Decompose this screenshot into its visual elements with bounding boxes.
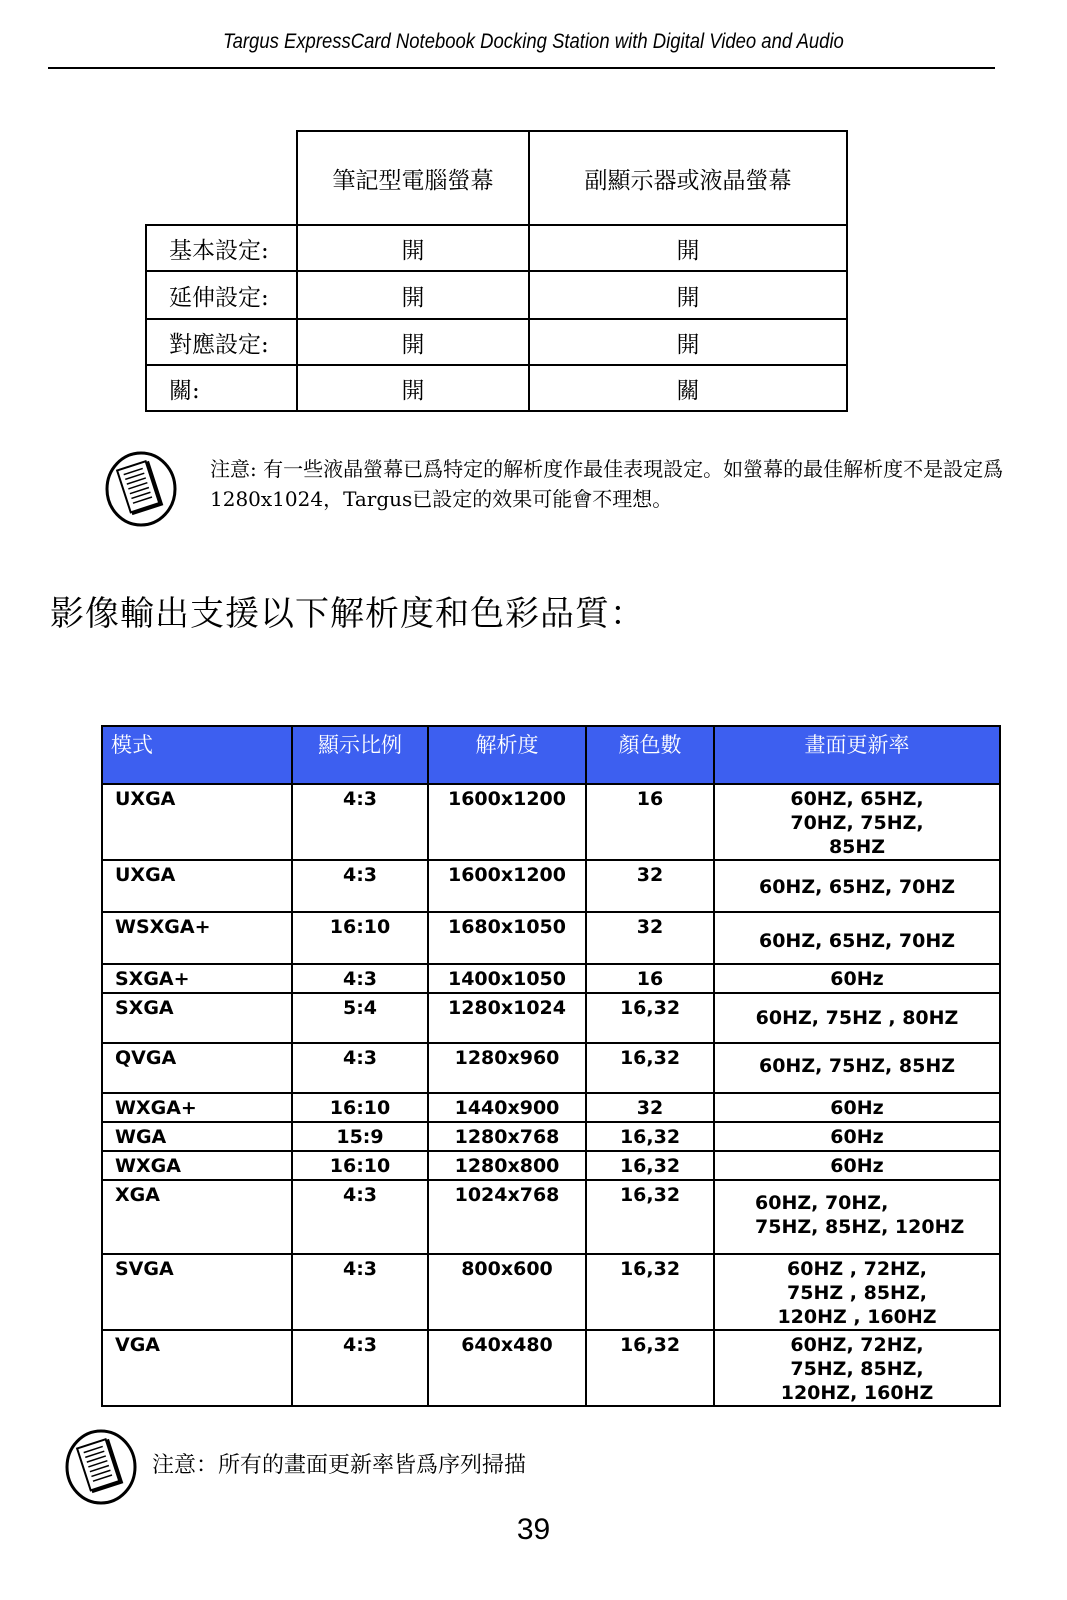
table-row xyxy=(102,1330,1000,1406)
column-header-secondary: 副顯示器或液晶螢幕 xyxy=(529,131,847,225)
refresh-rate-cell xyxy=(714,912,1000,964)
refresh-rate-line: 70HZ, 75HZ, xyxy=(790,812,924,834)
colors-cell: 16,32 xyxy=(586,1180,714,1254)
resolution-cell: 1600x1200 xyxy=(428,784,586,860)
display-mode-table xyxy=(145,130,848,412)
refresh-rate-line: 120HZ, 160HZ xyxy=(780,1382,934,1404)
column-header-colors: 顏色數 xyxy=(586,726,714,784)
note-lcd-resolution: 注意: 有一些液晶螢幕已爲特定的解析度作最佳表現設定。如螢幕的最佳解析度不是設定爲1280x1024，Targus已設定的效果可能會不理想。 xyxy=(210,457,1004,511)
resolution-table xyxy=(101,725,1001,1407)
column-header-ratio: 顯示比例 xyxy=(292,726,428,784)
secondary-state: 開 xyxy=(529,225,847,271)
ratio-cell: 4:3 xyxy=(292,1330,428,1406)
resolution-cell: 1280x768 xyxy=(428,1122,586,1151)
page-number: 39 xyxy=(516,1513,551,1546)
ratio-cell: 4:3 xyxy=(292,860,428,912)
refresh-rate-cell xyxy=(714,964,1000,993)
resolution-cell: 1280x960 xyxy=(428,1043,586,1093)
column-header-resolution: 解析度 xyxy=(428,726,586,784)
refresh-rate-line: 60HZ, 70HZ, xyxy=(755,1192,889,1214)
row-label: 基本設定: xyxy=(146,225,297,271)
row-label: 延伸設定: xyxy=(146,271,297,319)
refresh-rate-line: 60HZ, 75HZ , 80HZ xyxy=(755,1007,959,1029)
colors-cell: 16,32 xyxy=(586,1330,714,1406)
resolution-cell: 1440x900 xyxy=(428,1093,586,1122)
note-icon xyxy=(104,450,178,528)
mode-cell: VGA xyxy=(102,1330,292,1406)
refresh-rate-cell xyxy=(714,1122,1000,1151)
colors-cell: 16,32 xyxy=(586,1151,714,1180)
notebook-state: 開 xyxy=(297,271,529,319)
mode-cell: WSXGA+ xyxy=(102,912,292,964)
table-row xyxy=(102,784,1000,860)
table-row xyxy=(102,1043,1000,1093)
mode-cell: WXGA xyxy=(102,1151,292,1180)
resolution-cell: 1280x800 xyxy=(428,1151,586,1180)
table-row xyxy=(102,1093,1000,1122)
ratio-cell: 16:10 xyxy=(292,1151,428,1180)
secondary-state: 開 xyxy=(529,271,847,319)
notebook-state: 開 xyxy=(297,319,529,365)
table-row xyxy=(102,964,1000,993)
table-row xyxy=(102,1180,1000,1254)
refresh-rate-cell xyxy=(714,1043,1000,1093)
colors-cell: 16,32 xyxy=(586,1254,714,1330)
refresh-rate-line: 75HZ, 85HZ, 120HZ xyxy=(755,1216,965,1238)
refresh-rate-line: 75HZ, 85HZ, xyxy=(790,1358,924,1380)
refresh-rate-cell xyxy=(714,1330,1000,1406)
refresh-rate-line: 60HZ, 75HZ, 85HZ xyxy=(758,1055,956,1077)
table-row xyxy=(102,1151,1000,1180)
colors-cell: 32 xyxy=(586,912,714,964)
ratio-cell: 4:3 xyxy=(292,964,428,993)
refresh-rate-cell xyxy=(714,860,1000,912)
refresh-rate-line: 60HZ, 65HZ, xyxy=(790,788,924,810)
colors-cell: 16 xyxy=(586,964,714,993)
ratio-cell: 16:10 xyxy=(292,912,428,964)
mode-cell: WXGA+ xyxy=(102,1093,292,1122)
refresh-rate-line: 60Hz xyxy=(830,1155,884,1177)
refresh-rate-cell xyxy=(714,1180,1000,1254)
notebook-state: 開 xyxy=(297,225,529,271)
mode-cell: SVGA xyxy=(102,1254,292,1330)
resolution-cell: 640x480 xyxy=(428,1330,586,1406)
refresh-rate-cell xyxy=(714,784,1000,860)
empty-corner-cell xyxy=(146,131,297,225)
refresh-rate-cell xyxy=(714,1254,1000,1330)
resolution-cell: 1280x1024 xyxy=(428,993,586,1043)
secondary-state: 關 xyxy=(529,365,847,411)
section-heading: 影像輸出支援以下解析度和色彩品質： xyxy=(50,594,645,634)
table-row xyxy=(102,860,1000,912)
colors-cell: 16,32 xyxy=(586,1122,714,1151)
row-label: 關: xyxy=(146,365,297,411)
resolution-cell: 1024x768 xyxy=(428,1180,586,1254)
refresh-rate-line: 60Hz xyxy=(830,1097,884,1119)
refresh-rate-line: 120HZ , 160HZ xyxy=(777,1306,937,1328)
mode-cell: SXGA+ xyxy=(102,964,292,993)
ratio-cell: 4:3 xyxy=(292,784,428,860)
column-header-refresh-rate: 畫面更新率 xyxy=(714,726,1000,784)
mode-cell: QVGA xyxy=(102,1043,292,1093)
ratio-cell: 16:10 xyxy=(292,1093,428,1122)
refresh-rate-line: 85HZ xyxy=(828,836,886,858)
refresh-rate-line: 60HZ, 65HZ, 70HZ xyxy=(758,930,956,952)
note-icon xyxy=(64,1428,138,1506)
ratio-cell: 15:9 xyxy=(292,1122,428,1151)
ratio-cell: 4:3 xyxy=(292,1254,428,1330)
colors-cell: 16 xyxy=(586,784,714,860)
refresh-rate-line: 60HZ, 72HZ, xyxy=(790,1334,924,1356)
ratio-cell: 4:3 xyxy=(292,1043,428,1093)
secondary-state: 開 xyxy=(529,319,847,365)
note-progressive-scan: 注意：所有的畫面更新率皆爲序列掃描 xyxy=(152,1453,527,1478)
refresh-rate-cell xyxy=(714,993,1000,1043)
ratio-cell: 5:4 xyxy=(292,993,428,1043)
resolution-cell: 800x600 xyxy=(428,1254,586,1330)
column-header-notebook: 筆記型電腦螢幕 xyxy=(297,131,529,225)
refresh-rate-line: 60Hz xyxy=(830,968,884,990)
refresh-rate-line: 60HZ , 72HZ, xyxy=(787,1258,927,1280)
header-divider xyxy=(48,67,995,69)
refresh-rate-line: 75HZ , 85HZ, xyxy=(787,1282,927,1304)
notebook-state: 開 xyxy=(297,365,529,411)
colors-cell: 16,32 xyxy=(586,1043,714,1093)
row-label: 對應設定: xyxy=(146,319,297,365)
refresh-rate-line: 60HZ, 65HZ, 70HZ xyxy=(758,876,956,898)
mode-cell: XGA xyxy=(102,1180,292,1254)
mode-cell: UXGA xyxy=(102,860,292,912)
colors-cell: 16,32 xyxy=(586,993,714,1043)
table-row xyxy=(102,1122,1000,1151)
refresh-rate-line: 60Hz xyxy=(830,1126,884,1148)
table-row xyxy=(102,993,1000,1043)
column-header-mode: 模式 xyxy=(102,726,292,784)
resolution-cell: 1600x1200 xyxy=(428,860,586,912)
resolution-cell: 1680x1050 xyxy=(428,912,586,964)
colors-cell: 32 xyxy=(586,860,714,912)
refresh-rate-cell xyxy=(714,1093,1000,1122)
colors-cell: 32 xyxy=(586,1093,714,1122)
resolution-cell: 1400x1050 xyxy=(428,964,586,993)
mode-cell: UXGA xyxy=(102,784,292,860)
table-row xyxy=(102,912,1000,964)
refresh-rate-cell xyxy=(714,1151,1000,1180)
mode-cell: SXGA xyxy=(102,993,292,1043)
table-row xyxy=(102,1254,1000,1330)
mode-cell: WGA xyxy=(102,1122,292,1151)
page-header: Targus ExpressCard Notebook Docking Station with Digital Video and Audio xyxy=(223,30,844,53)
ratio-cell: 4:3 xyxy=(292,1180,428,1254)
